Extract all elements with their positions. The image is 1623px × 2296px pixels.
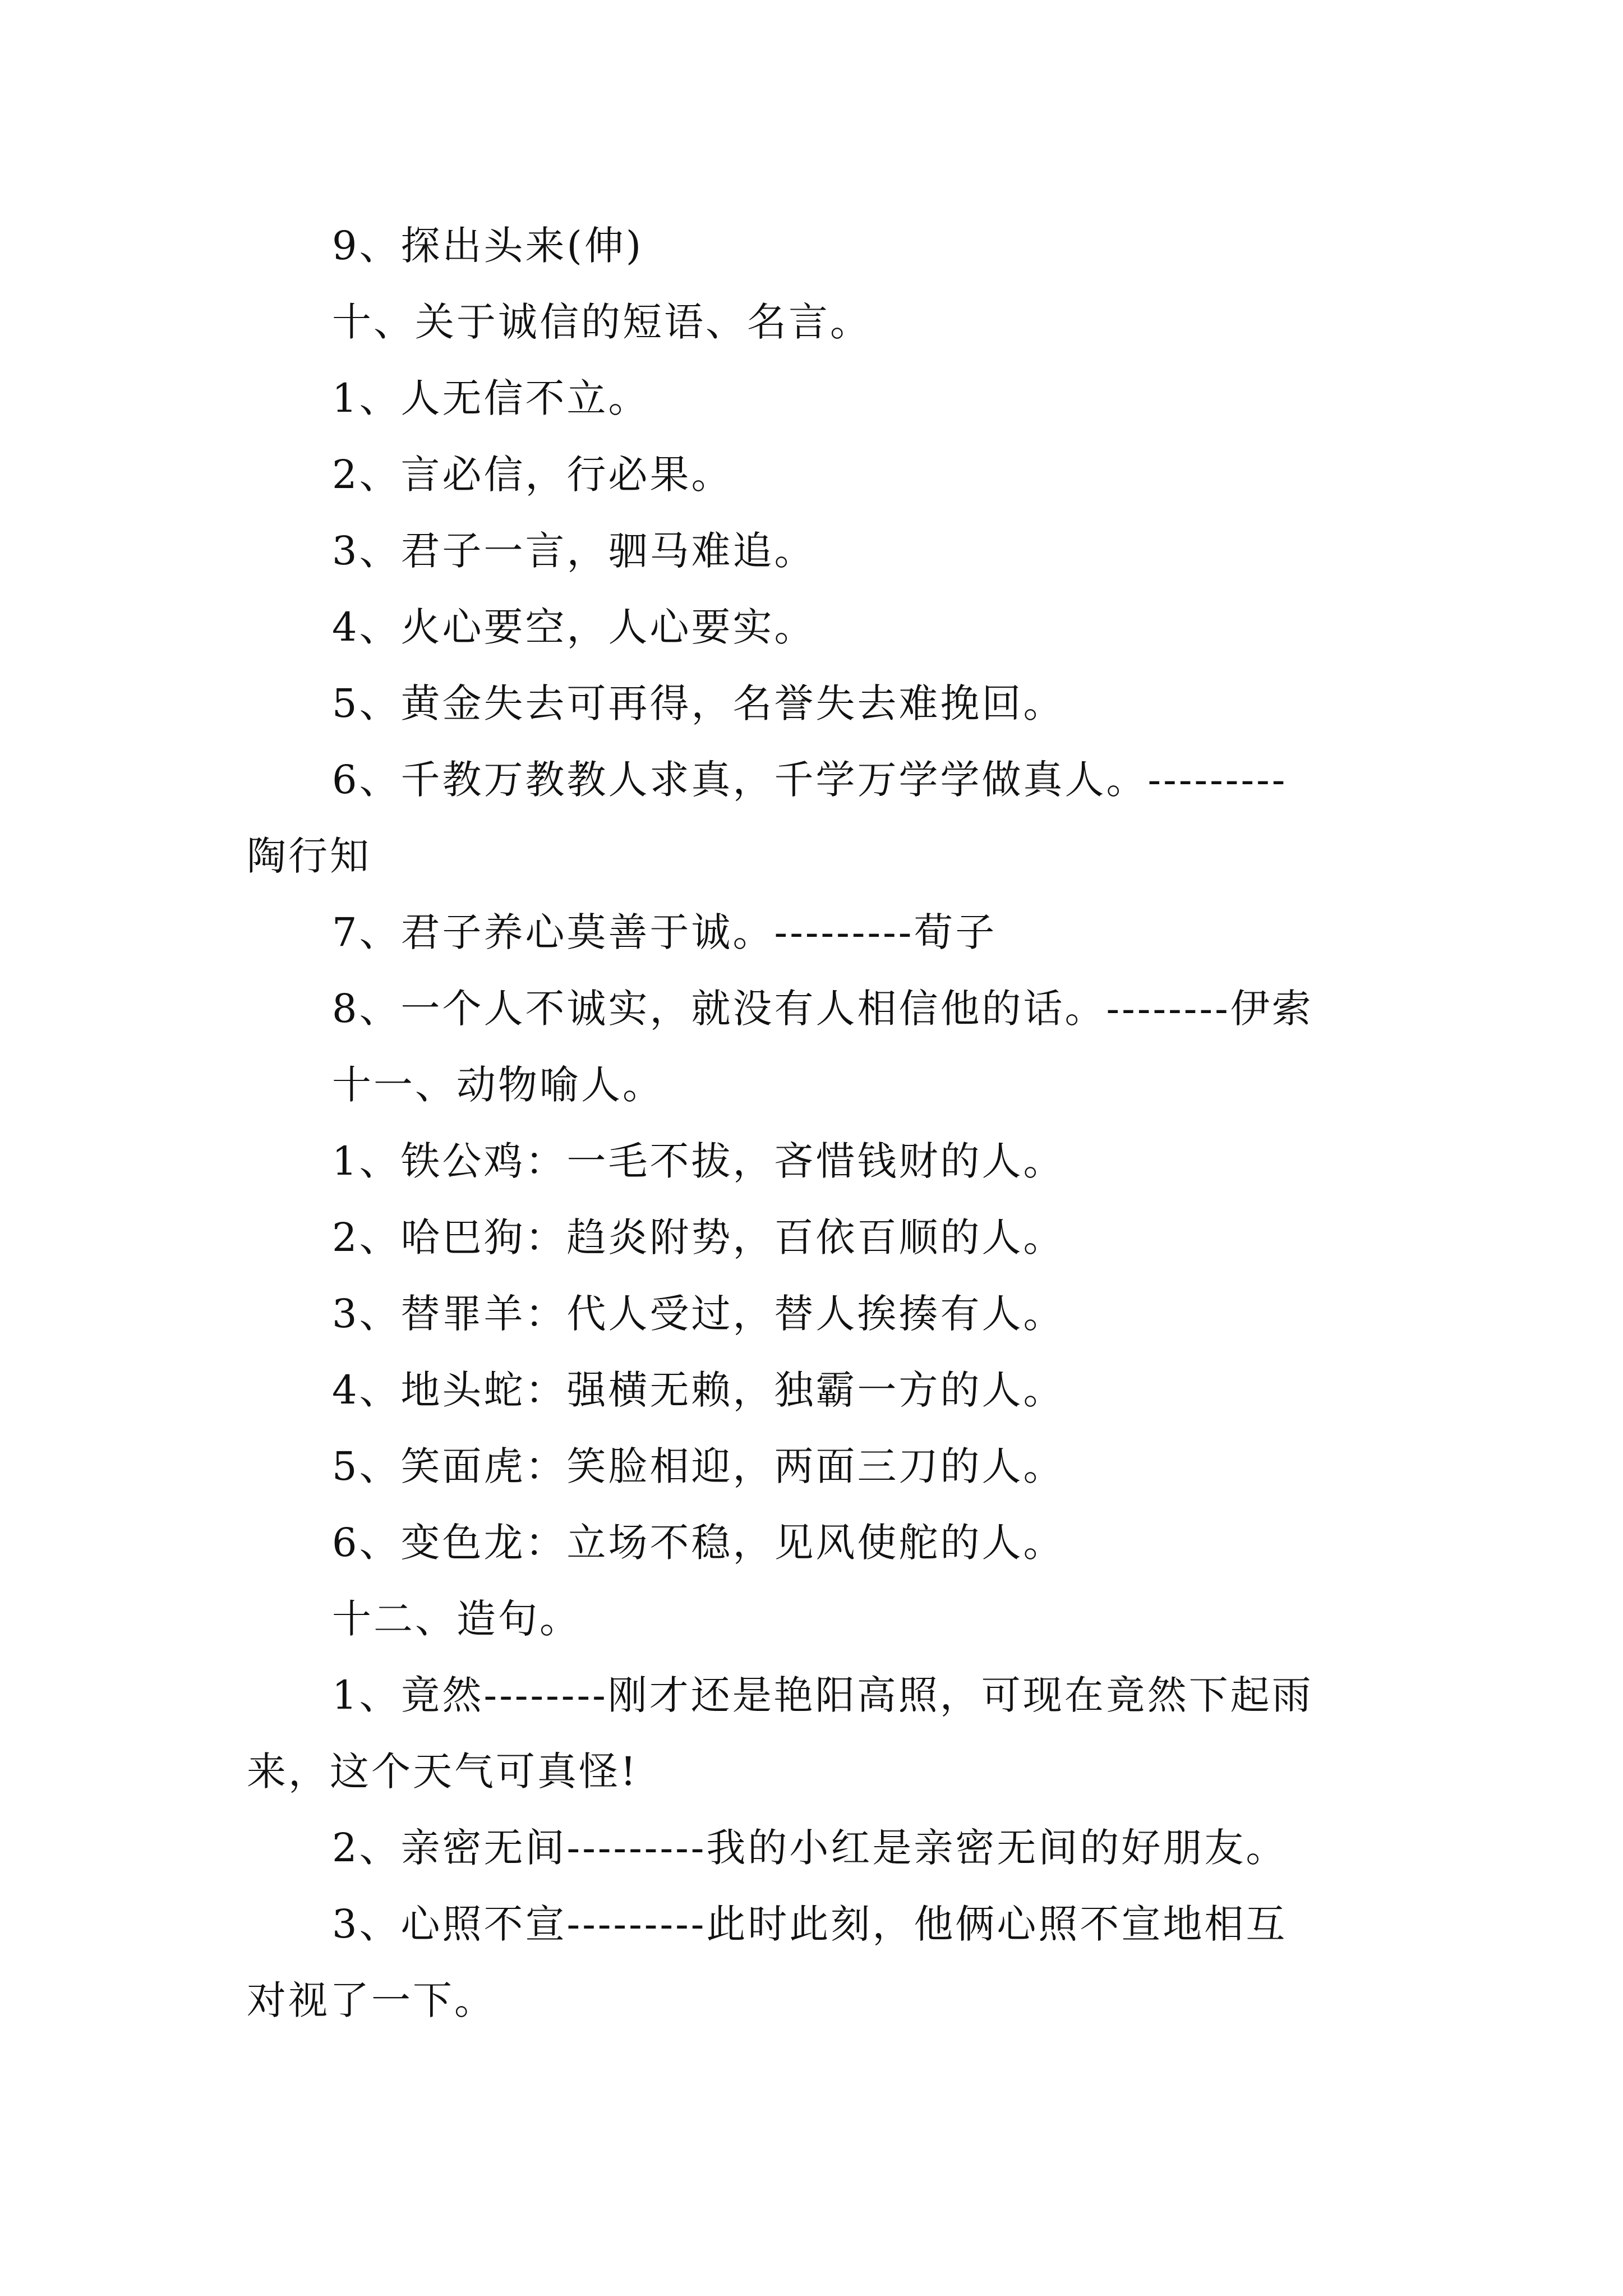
- animal-item-6: 6、变色龙：立场不稳，见风使舵的人。: [332, 1520, 1065, 1566]
- document-body: [247, 208, 1380, 2039]
- quote-item-6-continuation: 陶行知: [247, 833, 371, 879]
- section-heading-10: 十、关于诚信的短语、名言。: [332, 299, 872, 345]
- sentence-item-1-continuation: 来，这个天气可真怪!: [247, 1749, 639, 1795]
- sentence-item-1: 1、竟然--------刚才还是艳阳高照，可现在竟然下起雨: [332, 1672, 1313, 1718]
- quote-item-3: 3、君子一言，驷马难追。: [332, 528, 816, 574]
- animal-item-4: 4、地头蛇：强横无赖，独霸一方的人。: [332, 1367, 1065, 1413]
- quote-item-8: 8、一个人不诚实，就没有人相信他的话。--------伊索: [332, 986, 1313, 1032]
- quote-item-6: 6、千教万教教人求真，千学万学学做真人。---------: [332, 757, 1288, 803]
- section-heading-11: 十一、动物喻人。: [332, 1062, 664, 1108]
- sentence-item-2: 2、亲密无间---------我的小红是亲密无间的好朋友。: [332, 1825, 1288, 1871]
- quote-item-2: 2、言必信，行必果。: [332, 452, 733, 498]
- animal-item-2: 2、哈巴狗：趋炎附势，百依百顺的人。: [332, 1214, 1065, 1260]
- sentence-item-3-continuation: 对视了一下。: [247, 1977, 496, 2023]
- quote-item-7: 7、君子养心莫善于诚。---------荀子: [332, 909, 997, 955]
- quote-item-5: 5、黄金失去可再得，名誉失去难挽回。: [332, 680, 1065, 726]
- sentence-item-3: 3、心照不宣---------此时此刻，他俩心照不宣地相互: [332, 1901, 1288, 1947]
- quote-item-4: 4、火心要空，人心要实。: [332, 604, 816, 650]
- section-heading-12: 十二、造句。: [332, 1596, 581, 1642]
- animal-item-5: 5、笑面虎：笑脸相迎，两面三刀的人。: [332, 1443, 1065, 1489]
- animal-item-3: 3、替罪羊：代人受过，替人挨揍有人。: [332, 1291, 1065, 1337]
- text-line-item-9: 9、探出头来(伸): [332, 223, 644, 269]
- quote-item-1: 1、人无信不立。: [332, 375, 650, 421]
- animal-item-1: 1、铁公鸡：一毛不拔，吝惜钱财的人。: [332, 1138, 1065, 1184]
